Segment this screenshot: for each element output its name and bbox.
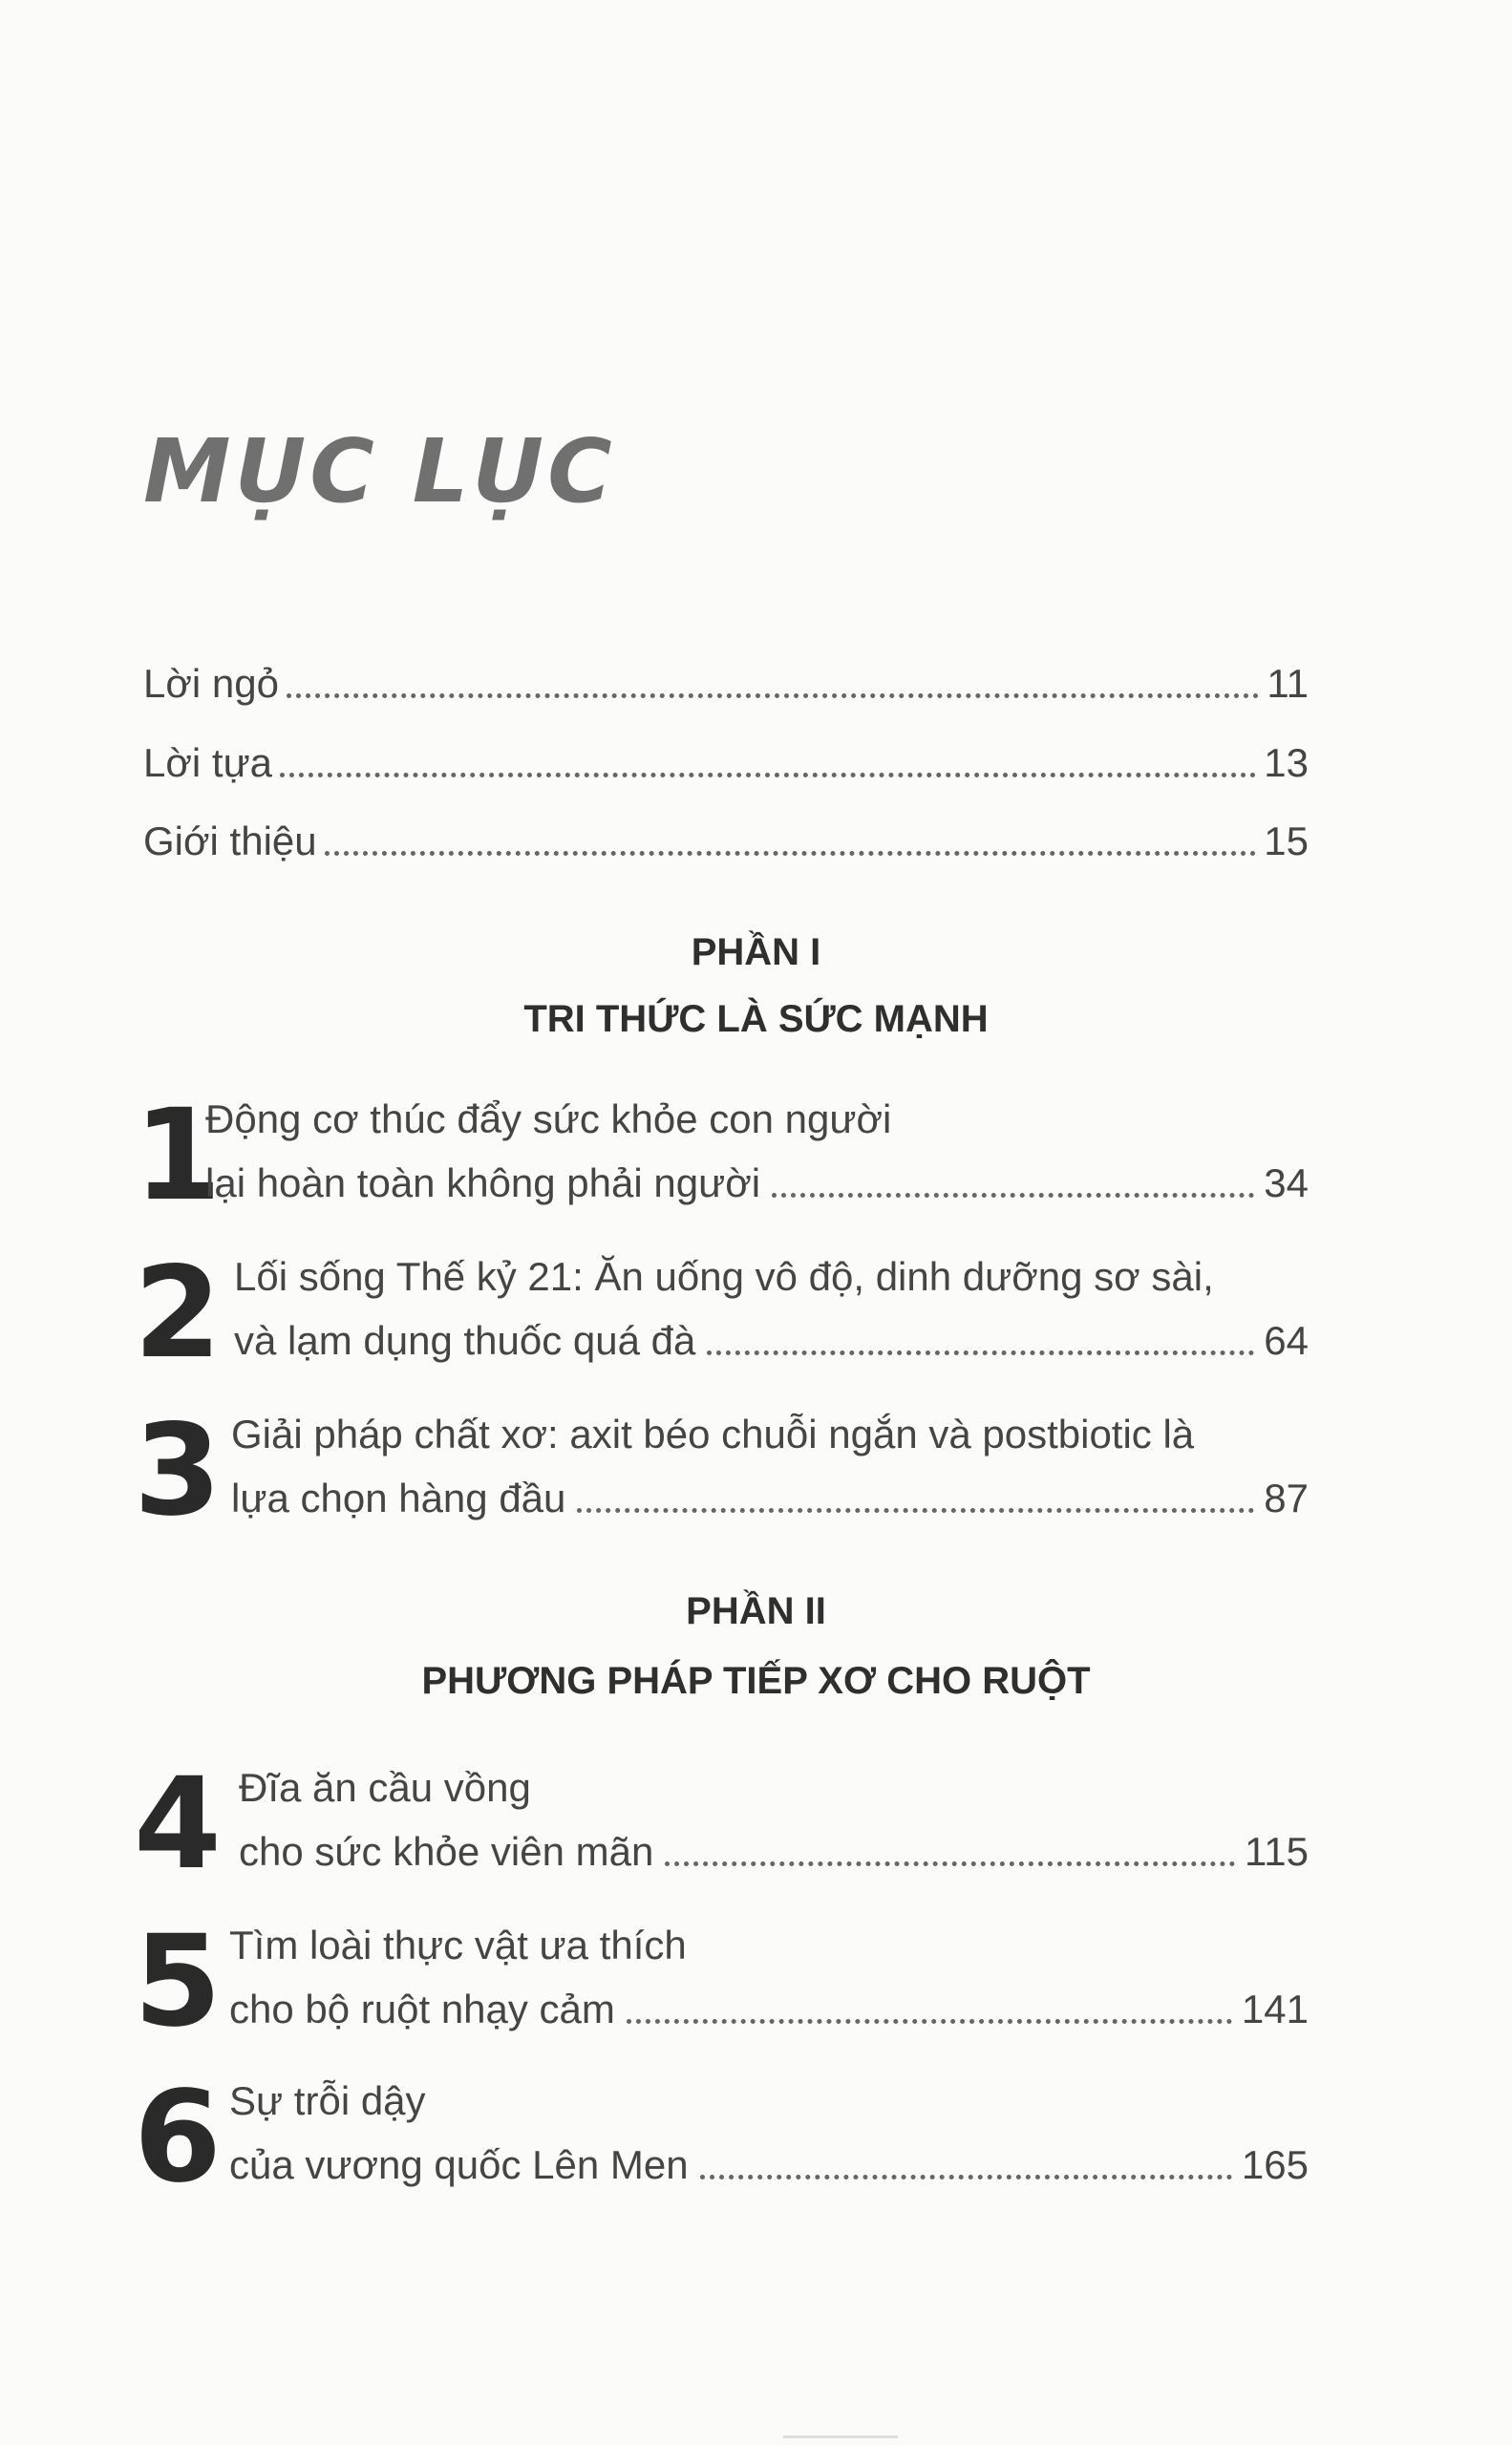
toc-entry-page: 11	[1267, 661, 1309, 706]
chapter-page: 165	[1241, 2142, 1309, 2187]
dot-leader	[700, 2175, 1232, 2179]
dot-leader	[287, 693, 1259, 698]
toc-entry-front-2[interactable]	[143, 740, 1309, 785]
chapter-title-line2	[239, 1829, 1309, 1874]
chapter-4[interactable]	[134, 1751, 1309, 1898]
part-1-title: TRI THỨC LÀ SỨC MẠNH	[523, 998, 989, 1040]
chapter-page: 87	[1264, 1476, 1309, 1520]
chapter-title-text: cho bộ ruột nhạy cảm	[229, 1987, 615, 2031]
chapter-title-text: và lạm dụng thuốc quá đà	[234, 1318, 696, 1363]
toc-entry-front-1[interactable]	[143, 661, 1309, 706]
dot-leader	[627, 2019, 1232, 2024]
dot-leader	[325, 851, 1257, 856]
chapter-title-line2	[234, 1318, 1309, 1363]
chapter-title-line1: Tìm loài thực vật ưa thích	[229, 1923, 687, 1967]
chapter-6[interactable]	[134, 2064, 1309, 2211]
dot-leader	[577, 1508, 1254, 1513]
chapter-number: 5	[134, 1908, 222, 2055]
dot-leader	[772, 1193, 1254, 1198]
chapter-title-line2	[229, 1989, 1309, 2030]
chapter-2[interactable]	[134, 1240, 1309, 1387]
part-2-label: PHẦN II	[686, 1590, 826, 1632]
chapter-title-line2	[231, 1478, 1309, 1519]
chapter-title-line1: Động cơ thúc đẩy sức khỏe con người	[205, 1096, 892, 1141]
chapter-page: 64	[1264, 1318, 1309, 1363]
chapter-page: 34	[1264, 1160, 1309, 1205]
chapter-title-text: lựa chọn hàng đầu	[231, 1476, 566, 1520]
dot-leader	[707, 1350, 1254, 1355]
chapter-title-line1: Lối sống Thế kỷ 21: Ăn uống vô độ, dinh dưỡng sơ sài,	[234, 1254, 1214, 1299]
chapter-title-line2	[229, 2142, 1309, 2187]
part-1-label: PHẦN I	[691, 931, 821, 973]
chapter-title-text: lại hoàn toàn không phải người	[205, 1160, 761, 1205]
chapter-1[interactable]	[134, 1082, 1309, 1229]
chapter-title-line2	[205, 1160, 1309, 1205]
chapter-3[interactable]	[134, 1397, 1309, 1544]
toc-entry-page: 15	[1264, 819, 1309, 863]
toc-entry-label: Lời tựa	[143, 740, 273, 785]
chapter-title-line1: Đĩa ăn cầu vồng	[239, 1765, 531, 1810]
chapter-number: 1	[134, 1082, 222, 1229]
dot-leader	[665, 1861, 1235, 1866]
chapter-page: 115	[1245, 1829, 1309, 1874]
part-2-title: PHƯƠNG PHÁP TIẾP XƠ CHO RUỘT	[421, 1660, 1091, 1702]
chapter-number: 3	[134, 1397, 222, 1544]
toc-entry-page: 13	[1264, 740, 1309, 785]
page-title: MỤC LỤC	[143, 420, 616, 522]
chapter-number: 6	[134, 2064, 222, 2211]
page-edge-mark	[783, 2435, 898, 2438]
toc-entry-label: Giới thiệu	[143, 819, 317, 863]
chapter-number: 2	[134, 1240, 222, 1387]
chapter-title-text: cho sức khỏe viên mãn	[239, 1829, 654, 1874]
chapter-title-text: của vương quốc Lên Men	[229, 2142, 689, 2187]
chapter-title-line1: Giải pháp chất xơ: axit béo chuỗi ngắn và postbiotic là	[231, 1412, 1195, 1456]
chapter-5[interactable]	[134, 1908, 1309, 2055]
toc-entry-label: Lời ngỏ	[143, 661, 279, 706]
chapter-number: 4	[134, 1751, 222, 1898]
dot-leader	[280, 773, 1256, 777]
chapter-title-line1: Sự trỗi dậy	[229, 2078, 426, 2123]
chapter-page: 141	[1241, 1987, 1309, 2031]
toc-entry-front-3[interactable]	[143, 821, 1309, 861]
